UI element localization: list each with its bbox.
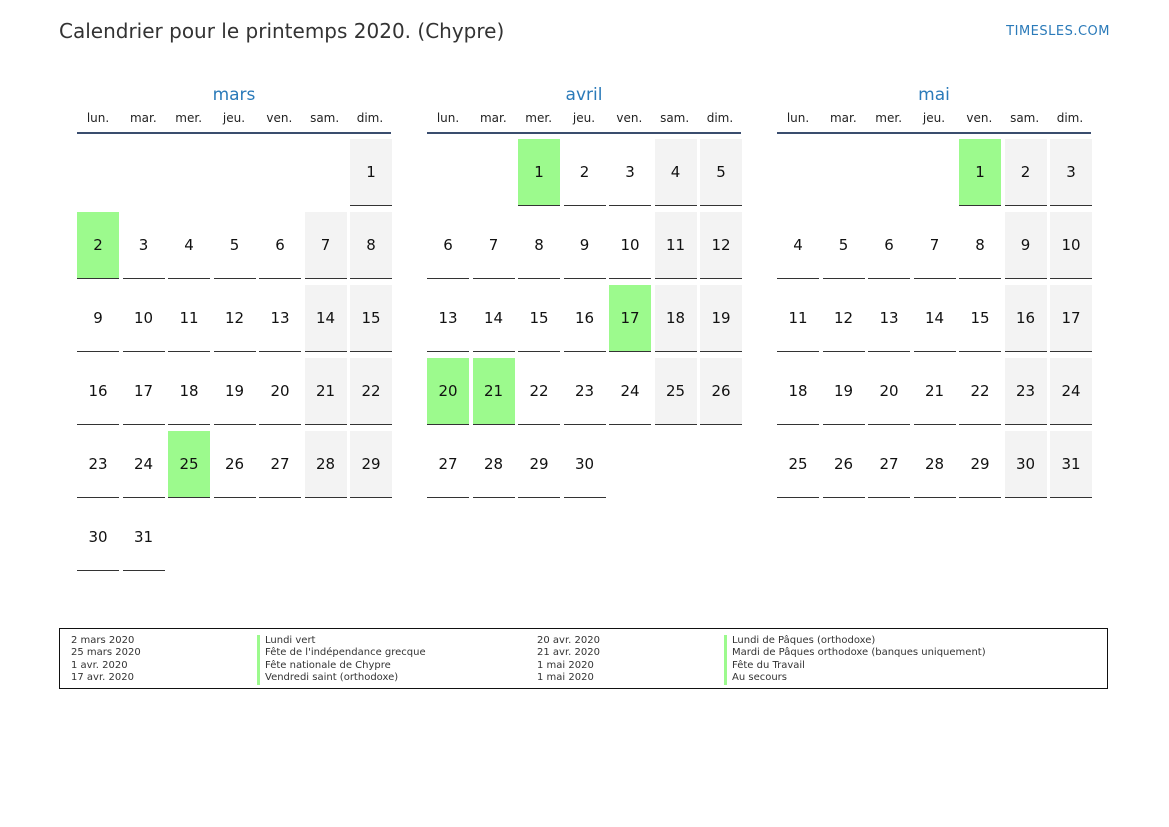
day-cell: 5	[700, 139, 742, 206]
legend-date: 1 avr. 2020	[71, 659, 128, 671]
day-cell: 31	[123, 504, 165, 571]
day-cell: 28	[305, 431, 347, 498]
holiday-legend	[59, 628, 1108, 689]
day-cell: 2	[1005, 139, 1047, 206]
day-cell: 21	[473, 358, 515, 425]
day-grid	[427, 134, 741, 574]
day-cell: 23	[564, 358, 606, 425]
day-cell: 7	[914, 212, 956, 279]
day-cell: 4	[655, 139, 697, 206]
day-cell: 17	[1050, 285, 1092, 352]
day-cell: 14	[473, 285, 515, 352]
day-cell: 17	[609, 285, 651, 352]
day-cell: 27	[427, 431, 469, 498]
day-cell: 26	[823, 431, 865, 498]
day-cell: 21	[914, 358, 956, 425]
day-cell: 20	[427, 358, 469, 425]
day-cell: 15	[518, 285, 560, 352]
day-cell: 29	[959, 431, 1001, 498]
day-cell: 19	[823, 358, 865, 425]
day-cell: 8	[959, 212, 1001, 279]
day-cell: 10	[123, 285, 165, 352]
day-cell: 4	[777, 212, 819, 279]
day-cell: 18	[655, 285, 697, 352]
day-cell: 25	[168, 431, 210, 498]
weekday-label: dim.	[706, 111, 734, 125]
weekday-label: jeu.	[572, 111, 596, 125]
legend-name: Lundi de Pâques (orthodoxe)	[724, 635, 986, 647]
day-cell: 12	[823, 285, 865, 352]
day-cell: 24	[609, 358, 651, 425]
day-cell: 22	[518, 358, 560, 425]
day-cell: 21	[305, 358, 347, 425]
legend-date: 17 avr. 2020	[71, 672, 134, 684]
day-cell: 8	[518, 212, 560, 279]
weekday-label: jeu.	[222, 111, 246, 125]
day-cell: 3	[123, 212, 165, 279]
legend-name: Mardi de Pâques orthodoxe (banques uniquement)	[724, 647, 986, 659]
weekday-label: sam.	[1010, 111, 1040, 125]
day-cell: 13	[868, 285, 910, 352]
weekday-header	[427, 108, 741, 134]
day-cell: 18	[777, 358, 819, 425]
day-cell: 24	[1050, 358, 1092, 425]
day-cell: 7	[473, 212, 515, 279]
day-cell: 10	[1050, 212, 1092, 279]
day-cell: 3	[1050, 139, 1092, 206]
day-cell: 1	[959, 139, 1001, 206]
day-cell: 8	[350, 212, 392, 279]
day-cell: 16	[564, 285, 606, 352]
weekday-label: mer.	[525, 111, 553, 125]
weekday-label: mer.	[875, 111, 903, 125]
day-cell: 16	[77, 358, 119, 425]
weekday-label: ven.	[616, 111, 643, 125]
day-cell: 9	[77, 285, 119, 352]
day-cell: 15	[350, 285, 392, 352]
day-cell: 22	[350, 358, 392, 425]
weekday-label: mer.	[175, 111, 203, 125]
day-grid	[77, 134, 391, 574]
day-cell: 14	[914, 285, 956, 352]
page-title: Calendrier pour le printemps 2020. (Chypre)	[59, 19, 505, 43]
day-cell: 19	[214, 358, 256, 425]
day-cell: 9	[564, 212, 606, 279]
day-cell: 12	[214, 285, 256, 352]
weekday-label: mar.	[829, 111, 857, 125]
day-cell: 10	[609, 212, 651, 279]
weekday-label: dim.	[356, 111, 384, 125]
day-cell: 27	[868, 431, 910, 498]
legend-date: 1 mai 2020	[537, 659, 594, 671]
day-cell: 25	[655, 358, 697, 425]
day-cell: 9	[1005, 212, 1047, 279]
site-link[interactable]: TIMESLES.COM	[1006, 24, 1110, 39]
day-cell: 26	[700, 358, 742, 425]
legend-date: 21 avr. 2020	[537, 647, 600, 659]
day-cell: 5	[214, 212, 256, 279]
legend-name: Vendredi saint (orthodoxe)	[257, 672, 426, 684]
day-cell: 28	[473, 431, 515, 498]
day-cell: 29	[350, 431, 392, 498]
day-cell: 26	[214, 431, 256, 498]
day-cell: 6	[427, 212, 469, 279]
weekday-label: ven.	[266, 111, 293, 125]
day-cell: 20	[868, 358, 910, 425]
weekday-label: jeu.	[922, 111, 946, 125]
day-grid	[777, 134, 1091, 574]
day-cell: 17	[123, 358, 165, 425]
day-cell: 2	[77, 212, 119, 279]
day-cell: 13	[427, 285, 469, 352]
day-cell: 13	[259, 285, 301, 352]
day-cell: 5	[823, 212, 865, 279]
legend-dates-col-1	[71, 635, 141, 685]
day-cell: 27	[259, 431, 301, 498]
day-cell: 3	[609, 139, 651, 206]
day-cell: 1	[518, 139, 560, 206]
legend-date: 20 avr. 2020	[537, 635, 600, 646]
day-cell: 14	[305, 285, 347, 352]
legend-name: Fête du Travail	[724, 660, 986, 672]
month-name: mai	[918, 85, 950, 105]
day-cell: 6	[259, 212, 301, 279]
month-2	[777, 82, 1091, 574]
weekday-label: mar.	[479, 111, 507, 125]
legend-name: Fête nationale de Chypre	[257, 660, 426, 672]
day-cell: 4	[168, 212, 210, 279]
weekday-label: lun.	[86, 111, 110, 125]
day-cell: 7	[305, 212, 347, 279]
day-cell: 11	[777, 285, 819, 352]
day-cell: 23	[77, 431, 119, 498]
month-0	[77, 82, 391, 574]
legend-date: 2 mars 2020	[71, 635, 135, 646]
legend-date: 1 mai 2020	[537, 672, 594, 684]
day-cell: 11	[168, 285, 210, 352]
day-cell: 29	[518, 431, 560, 498]
month-name: avril	[565, 85, 603, 105]
weekday-label: sam.	[310, 111, 340, 125]
legend-dates-col-2	[537, 635, 600, 685]
weekday-label: ven.	[966, 111, 993, 125]
day-cell: 16	[1005, 285, 1047, 352]
weekday-label: mar.	[129, 111, 157, 125]
month-name: mars	[212, 85, 256, 105]
day-cell: 31	[1050, 431, 1092, 498]
day-cell: 22	[959, 358, 1001, 425]
weekday-header	[777, 108, 1091, 134]
day-cell: 1	[350, 139, 392, 206]
day-cell: 23	[1005, 358, 1047, 425]
day-cell: 12	[700, 212, 742, 279]
day-cell: 30	[564, 431, 606, 498]
legend-names-col-1	[257, 635, 426, 685]
day-cell: 6	[868, 212, 910, 279]
day-cell: 19	[700, 285, 742, 352]
weekday-label: lun.	[436, 111, 460, 125]
legend-name: Lundi vert	[257, 635, 426, 647]
day-cell: 24	[123, 431, 165, 498]
day-cell: 25	[777, 431, 819, 498]
day-cell: 11	[655, 212, 697, 279]
legend-name: Au secours	[724, 672, 986, 684]
weekday-label: lun.	[786, 111, 810, 125]
day-cell: 18	[168, 358, 210, 425]
weekday-label: sam.	[660, 111, 690, 125]
legend-date: 25 mars 2020	[71, 647, 141, 659]
day-cell: 20	[259, 358, 301, 425]
day-cell: 15	[959, 285, 1001, 352]
month-1	[427, 82, 741, 574]
day-cell: 28	[914, 431, 956, 498]
day-cell: 30	[77, 504, 119, 571]
weekday-header	[77, 108, 391, 134]
day-cell: 30	[1005, 431, 1047, 498]
legend-names-col-2	[724, 635, 986, 685]
weekday-label: dim.	[1056, 111, 1084, 125]
day-cell: 2	[564, 139, 606, 206]
legend-name: Fête de l'indépendance grecque	[257, 647, 426, 659]
